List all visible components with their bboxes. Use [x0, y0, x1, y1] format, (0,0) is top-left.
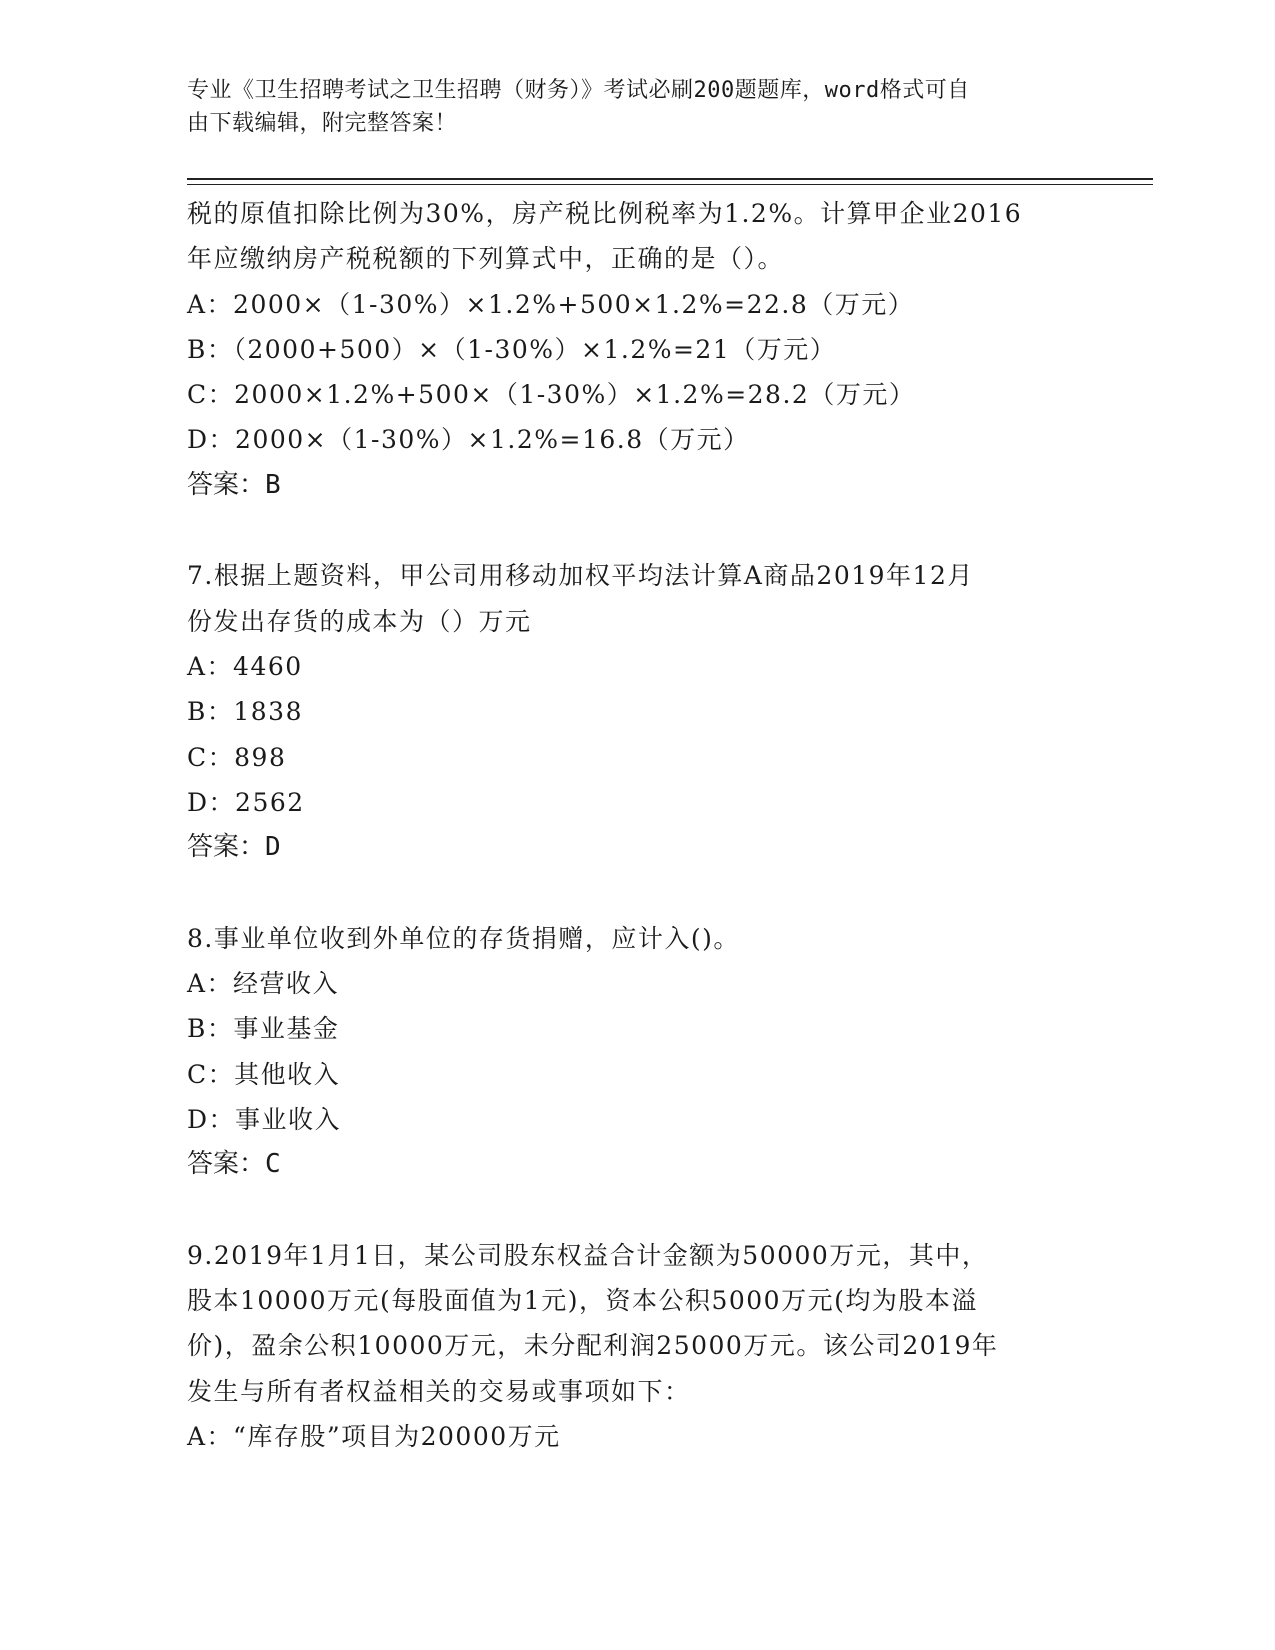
- option-d: D：2562: [187, 787, 305, 817]
- option-a: A：“库存股”项目为20000万元: [187, 1422, 561, 1452]
- answer-line: 答案：D: [187, 832, 281, 863]
- header-line-1: 专业《卫生招聘考试之卫生招聘（财务）》考试必刷200题题库，word格式可自: [187, 78, 970, 103]
- question-9: [187, 1233, 1067, 1459]
- question-8: [187, 916, 1067, 1188]
- question-stem: 9.2019年1月1日，某公司股东权益合计金额为50000万元，其中，: [187, 1240, 989, 1270]
- question-stem: 股本10000万元(每股面值为1元)，资本公积5000万元(均为股本溢: [187, 1286, 978, 1316]
- option-b: B：1838: [187, 697, 303, 727]
- spacer: [187, 1188, 1067, 1233]
- document-body: [187, 191, 1067, 1459]
- document-header: [187, 74, 1067, 140]
- question-stem: 发生与所有者权益相关的交易或事项如下：: [187, 1376, 691, 1406]
- option-c: C：2000×1.2%+500×（1-30%）×1.2%=28.2（万元）: [187, 380, 916, 410]
- spacer: [187, 870, 1067, 915]
- question-stem: 年应缴纳房产税税额的下列算式中，正确的是（）。: [187, 244, 785, 274]
- header-line-2: 由下载编辑，附完整答案！: [187, 111, 458, 136]
- question-stem: 份发出存货的成本为（）万元: [187, 606, 532, 636]
- question-stem: 8.事业单位收到外单位的存货捐赠，应计入()。: [187, 923, 740, 953]
- question-stem: 价)，盈余公积10000万元，未分配利润25000万元。该公司2019年: [187, 1331, 999, 1361]
- option-d: D：事业收入: [187, 1104, 342, 1134]
- option-c: C：其他收入: [187, 1059, 341, 1089]
- header-rule-thin: [187, 184, 1153, 185]
- spacer: [187, 508, 1067, 553]
- question-stem: 7.根据上题资料，甲公司用移动加权平均法计算A商品2019年12月: [187, 561, 974, 591]
- option-c: C：898: [187, 742, 287, 772]
- option-a: A：2000×（1-30%）×1.2%+500×1.2%=22.8（万元）: [187, 289, 915, 319]
- header-rule-thick: [187, 178, 1153, 180]
- question-7: [187, 553, 1067, 870]
- option-a: A：4460: [187, 651, 303, 681]
- question-6: [187, 191, 1067, 508]
- option-a: A：经营收入: [187, 969, 340, 999]
- question-stem: 税的原值扣除比例为30%，房产税比例税率为1.2%。计算甲企业2016: [187, 199, 1023, 228]
- option-b: B：（2000+500）×（1-30%）×1.2%=21（万元）: [187, 334, 837, 364]
- option-b: B：事业基金: [187, 1014, 340, 1044]
- option-d: D：2000×（1-30%）×1.2%=16.8（万元）: [187, 425, 750, 455]
- answer-line: 答案：B: [187, 469, 281, 500]
- answer-line: 答案：C: [187, 1149, 281, 1180]
